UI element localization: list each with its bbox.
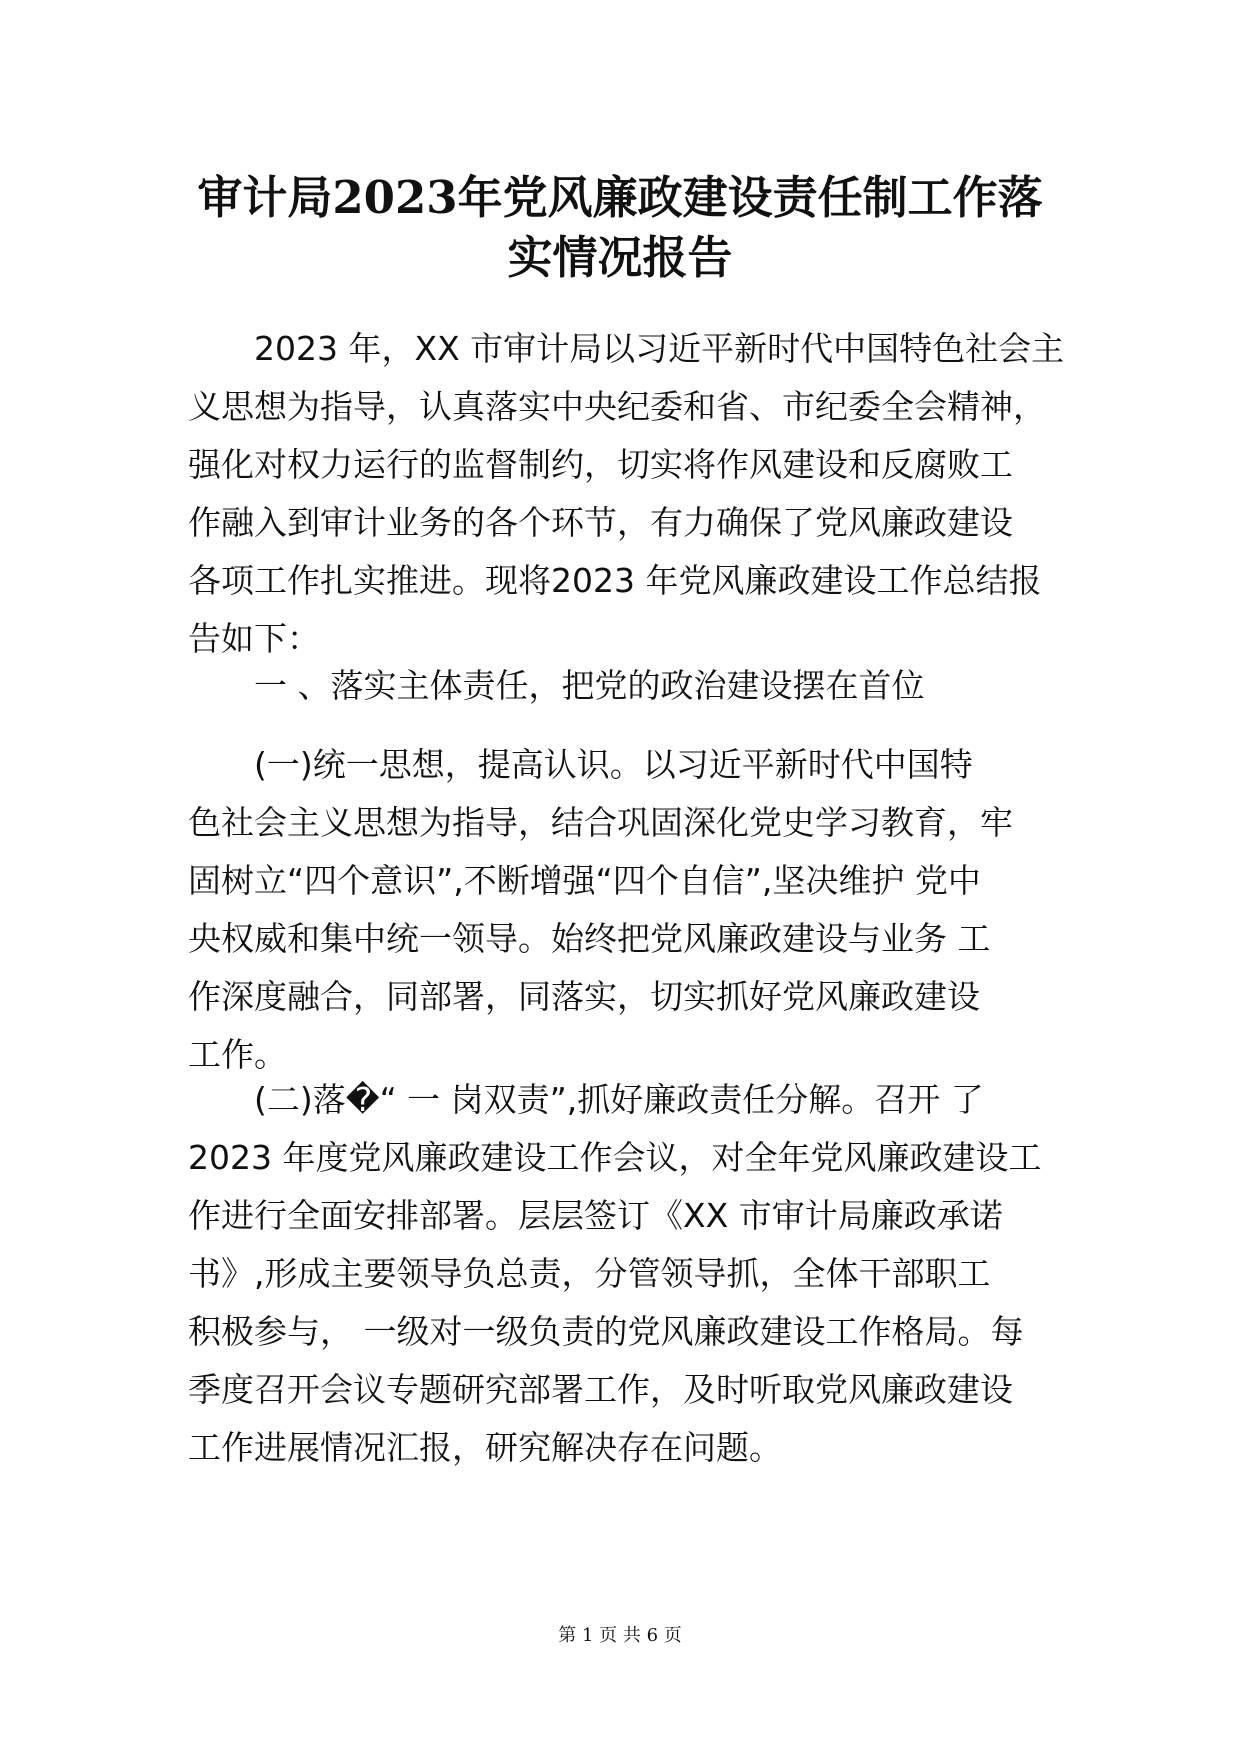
- subsection-two-line-1: (二)落�“ 一 岗双责”,抓好廉政责任分解。召开 了: [254, 1080, 984, 1119]
- document-title: [140, 168, 1100, 288]
- intro-line-3: 强化对权力运行的监督制约，切实将作风建设和反腐败工: [188, 445, 1013, 484]
- intro-paragraph: [188, 320, 1068, 668]
- intro-line-1: 2023 年，XX 市审计局以习近平新时代中国特色社会主: [254, 329, 1065, 368]
- subsection-one-line-3: 固树立“四个意识”,不断增强“四个自信”,坚决维护 党中: [188, 861, 981, 900]
- subsection-two-paragraph: [188, 1071, 1068, 1477]
- subsection-one-line-6: 工作。: [188, 1035, 287, 1074]
- subsection-two-line-7: 工作进展情况汇报，研究解决存在问题。: [188, 1428, 782, 1467]
- subsection-one-paragraph: [188, 736, 1068, 1084]
- subsection-two-line-2: 2023 年度党风廉政建设工作会议，对全年党风廉政建设工: [188, 1138, 1042, 1177]
- subsection-two-line-6: 季度召开会议专题研究部署工作，及时听取党风廉政建设: [188, 1370, 1013, 1409]
- page-number-footer: 第 1 页 共 6 页: [558, 1625, 682, 1646]
- intro-line-4: 作融入到审计业务的各个环节，有力确保了党风廉政建设: [188, 503, 1013, 542]
- title-line-1: 审计局2023年党风廉政建设责任制工作落: [197, 171, 1043, 224]
- section-one-heading: 一 、落实主体责任，把党的政治建设摆在首位: [254, 666, 925, 705]
- subsection-two-line-5: 积极参与， 一级对一级负责的党风廉政建设工作格局。每: [188, 1312, 1024, 1351]
- title-line-2: 实情况报告: [507, 231, 733, 284]
- subsection-two-line-3: 作进行全面安排部署。层层签订《XX 市审计局廉政承诺: [188, 1196, 1003, 1235]
- intro-line-6: 告如下：: [188, 619, 320, 658]
- intro-line-5: 各项工作扎实推进。现将2023 年党风廉政建设工作总结报: [188, 561, 1042, 600]
- subsection-one-line-1: (一)统一思想，提高认识。以习近平新时代中国特: [254, 745, 973, 784]
- subsection-one-line-5: 作深度融合，同部署，同落实，切实抓好党风廉政建设: [188, 977, 980, 1016]
- subsection-two-line-4: 书》,形成主要领导负总责，分管领导抓，全体干部职工: [188, 1254, 991, 1293]
- subsection-one-line-4: 央权威和集中统一领导。始终把党风廉政建设与业务 工: [188, 919, 991, 958]
- intro-line-2: 义思想为指导，认真落实中央纪委和省、市纪委全会精神，: [188, 387, 1046, 426]
- subsection-one-line-2: 色社会主义思想为指导，结合巩固深化党史学习教育，牢: [188, 803, 1013, 842]
